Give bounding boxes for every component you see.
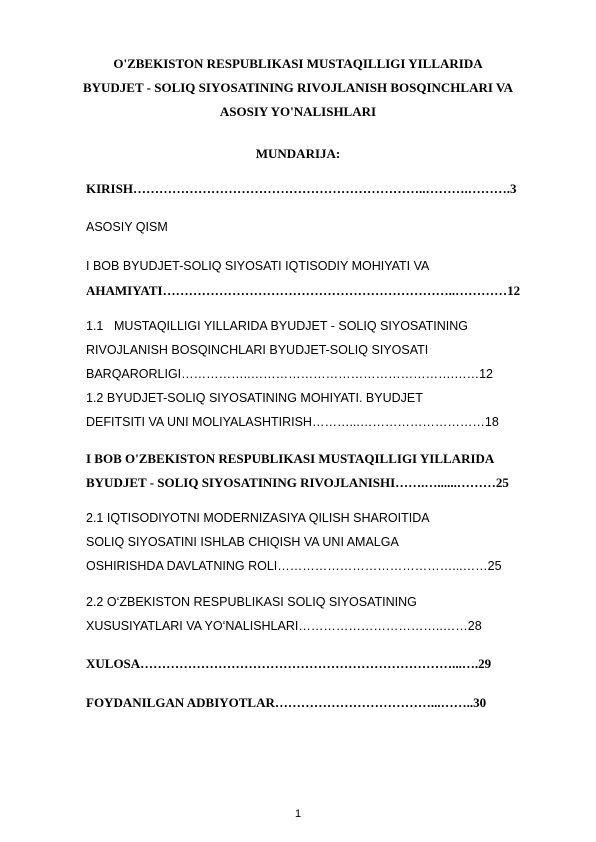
title-line-2: BYUDJET - SOLIQ SIYOSATINING RIVOJLANISH BOSQINCHLARI VA (82, 80, 514, 95)
toc-entry-2-2-line1: 2.2 O‘ZBEKISTON RESPUBLIKASI SOLIQ SIYOSATINING (86, 595, 417, 609)
toc-entry-1-2-line2: DEFITSITI VA UNI MOLIYALASHTIRISH………...…………………………18 (86, 415, 499, 429)
toc-entry-adabiyotlar: FOYDANILGAN ADBIYOTLAR………………………………...……..30 (86, 695, 487, 710)
toc-entry-bob1-line1: I BOB BYUDJET-SOLIQ SIYOSATI IQTISODIY MOHIYATI VA (86, 259, 430, 273)
toc-entry-1-1-line1 (86, 319, 468, 333)
title-line-3: ASOSIY YO'NALISHLARI (219, 104, 377, 119)
toc-entry-bob2-line2: BYUDJET - SOLIQ SIYOSATINING RIVOJLANISHI…….…......………25 (86, 475, 509, 490)
toc-entry-2-1-line1: 2.1 IQTISODIYOTNI MODERNIZASIYA QILISH SHAROITIDA (86, 511, 430, 525)
document-title (70, 52, 526, 124)
toc-entry-1-1-line2: RIVOJLANISH BOSQINCHLARI BYUDJET-SOLIQ SIYOSATI (86, 343, 429, 357)
toc-entry-bob2-line1: I BOB O'ZBEKISTON RESPUBLIKASI MUSTAQILLIGI YILLARIDA (86, 451, 495, 466)
toc-entry-asosiy-qism: ASOSIY QISM (86, 220, 168, 234)
toc-entry-1-1-line3: BARQARORLIGI……………..………………………………………….……12 (86, 367, 493, 381)
toc-entry-2-1-line2: SOLIQ SIYOSATINI ISHLAB CHIQISH VA UNI AMALGA (86, 535, 399, 549)
title-line-1: O'ZBEKISTON RESPUBLIKASI MUSTAQILLIGI YILLARIDA (113, 56, 483, 71)
page-number: 1 (294, 808, 302, 820)
toc-entry-bob1-line2: AHAMIYATI…………………………………………………………..…………12 (86, 283, 521, 298)
section-title: MUSTAQILLIGI YILLARIDA BYUDJET - SOLIQ SIYOSATINING (114, 319, 469, 333)
toc-entry-kirish: KIRISH…………………………………………………………..……….……….3 (86, 181, 517, 196)
toc-entry-1-2-line1: 1.2 BYUDJET-SOLIQ SIYOSATINING MOHIYATI. BYUDJET (86, 391, 423, 405)
section-number: 1.1 (86, 319, 104, 333)
toc-entry-2-1-line3: OSHIRISHDA DAVLATNING ROLI……………………………………...……25 (86, 559, 502, 573)
toc-entry-2-2-line2: XUSUSIYATLARI VA YO‘NALISHLARI……………………………..……28 (86, 619, 482, 633)
toc-heading: MUNDARIJA: (255, 146, 341, 161)
toc-entry-xulosa: XULOSA………………………………………………………………...….29 (86, 656, 492, 671)
